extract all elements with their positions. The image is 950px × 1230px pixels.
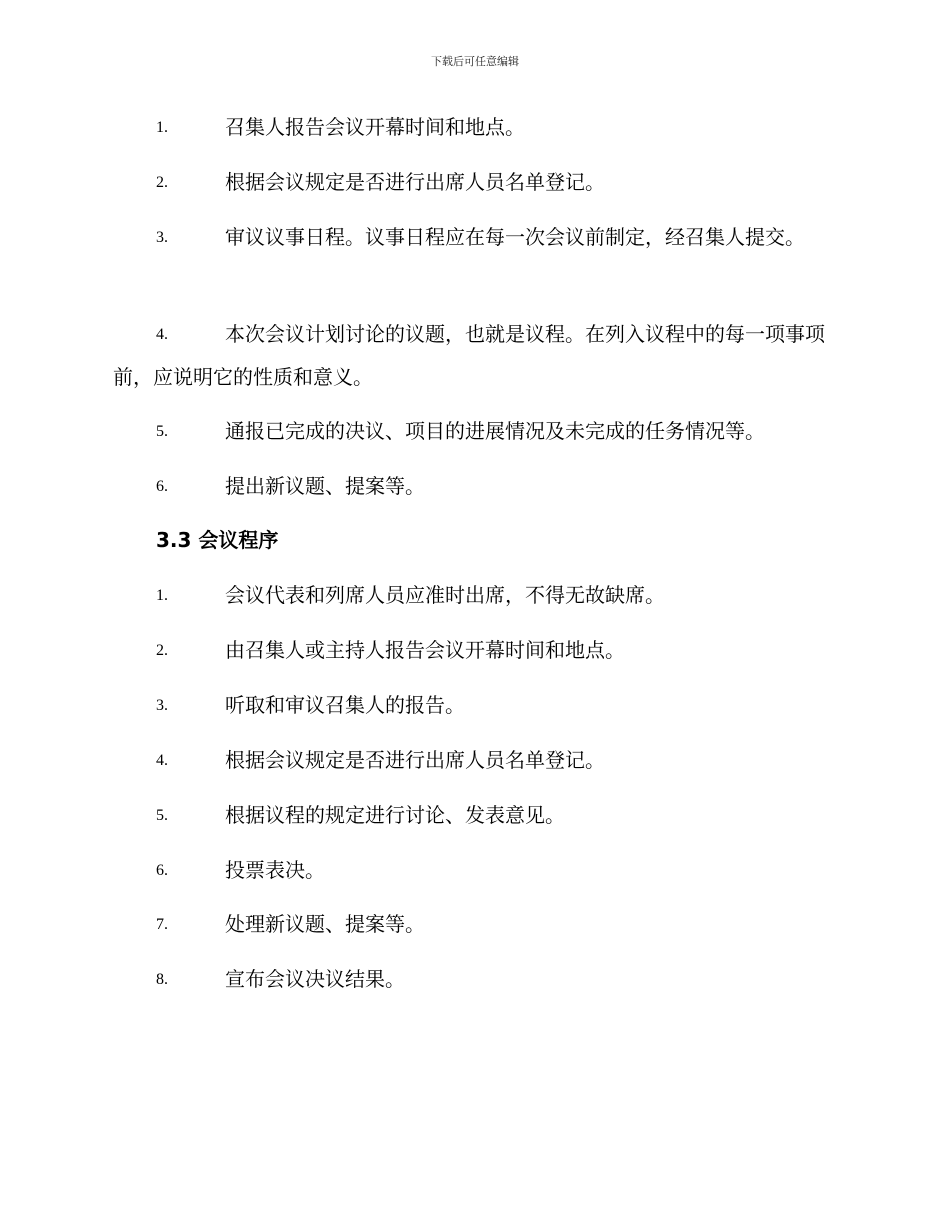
list-item-number: 6. (156, 478, 168, 495)
list-item-text: 投票表决。 (225, 858, 325, 882)
list-item-text: 召集人报告会议开幕时间和地点。 (225, 115, 525, 139)
list-item (113, 849, 838, 892)
list-item-number: 7. (156, 916, 168, 933)
list-item-number: 1. (156, 119, 168, 136)
list-item (113, 313, 838, 399)
list-item (113, 410, 838, 453)
list-item (113, 739, 838, 782)
list-item-number: 3. (156, 229, 168, 246)
list-item (113, 629, 838, 672)
list-item-text: 根据会议规定是否进行出席人员名单登记。 (225, 748, 605, 772)
list-item-text: 处理新议题、提案等。 (225, 912, 425, 936)
list-item-text: 会议代表和列席人员应准时出席，不得无故缺席。 (225, 583, 665, 607)
list-item-text: 通报已完成的决议、项目的进展情况及未完成的任务情况等。 (225, 419, 765, 443)
list-item-number: 2. (156, 642, 168, 659)
list-item-number: 3. (156, 697, 168, 714)
list-item (113, 574, 838, 617)
list-item-number: 5. (156, 423, 168, 440)
list-item-number: 4. (156, 752, 168, 769)
list-item-text: 根据会议规定是否进行出席人员名单登记。 (225, 170, 605, 194)
list-item (113, 465, 838, 508)
list-item-number: 4. (156, 326, 168, 343)
list-item (113, 106, 838, 149)
list-item-text: 审议议事日程。议事日程应在每一次会议前制定，经召集人提交。 (225, 225, 805, 249)
list-item-text: 根据议程的规定进行讨论、发表意见。 (225, 803, 565, 827)
list-item (113, 684, 838, 727)
list-item-text: 提出新议题、提案等。 (225, 474, 425, 498)
list-item (113, 958, 838, 1001)
list-item-number: 2. (156, 174, 168, 191)
list-item-number: 6. (156, 862, 168, 879)
list-item (113, 903, 838, 946)
list-item-text: 由召集人或主持人报告会议开幕时间和地点。 (225, 638, 625, 662)
list-item-text: 本次会议计划讨论的议题，也就是议程。在列入议程中的每一项事项前，应说明它的性质和意义。 (113, 322, 825, 389)
list-item-text: 听取和审议召集人的报告。 (225, 693, 465, 717)
list-item (113, 161, 838, 204)
list-item (113, 794, 838, 837)
section-heading: 3.3 会议程序 (156, 528, 279, 552)
list-item-number: 5. (156, 807, 168, 824)
list-item-text: 宣布会议决议结果。 (225, 967, 405, 991)
list-item-number: 8. (156, 971, 168, 988)
list-item (113, 216, 838, 259)
list-item-number: 1. (156, 587, 168, 604)
page-header: 下载后可任意编辑 (431, 55, 519, 68)
